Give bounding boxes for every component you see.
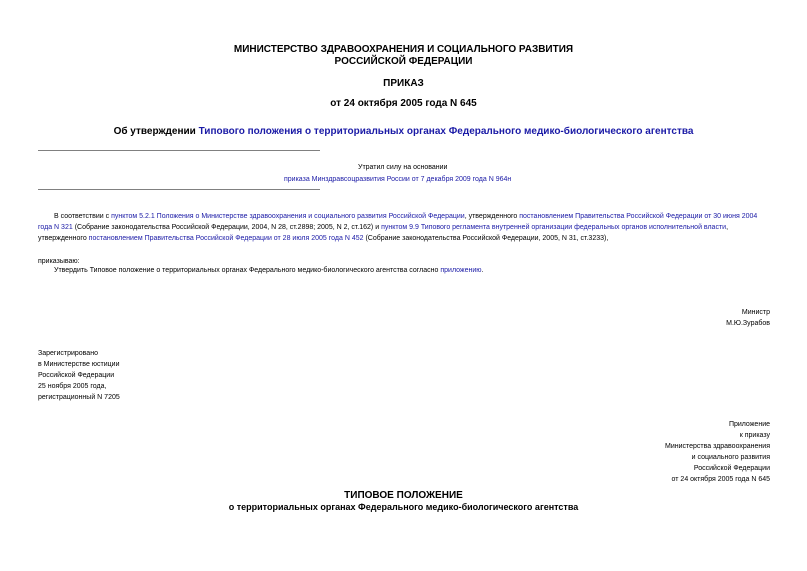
registration-line-2: в Министерстве юстиции: [38, 361, 120, 368]
link-clause-9-9[interactable]: пунктом 9.9 Типового регламента внутренней организации федеральных органов исполнительной власти: [381, 224, 727, 231]
p1-text-4: , утвержденного: [38, 224, 729, 242]
registration-line-3: Российской Федерации: [38, 372, 115, 379]
document-type: ПРИКАЗ: [383, 78, 424, 89]
link-resolution-321[interactable]: постановлением Правительства Российской Федерации от 30 июня 2004 года N 321: [38, 213, 758, 231]
order-word: приказываю:: [38, 258, 80, 265]
p2-text-1: Утвердить Типовое положение о территориальных органах Федерального медико-биологического агентства согласно: [54, 267, 441, 274]
registration-line-1: Зарегистрировано: [38, 350, 98, 357]
document-title: [0, 126, 807, 138]
section-subtitle: о территориальных органах Федерального медико-биологического агентства: [228, 502, 579, 512]
title-link[interactable]: Типового положения о территориальных органах Федерального медико-биологического агентства: [198, 126, 694, 137]
appendix-line-2: к приказу: [739, 432, 770, 439]
registration-line-4: 25 ноября 2005 года,: [38, 383, 107, 390]
p2-text-2: .: [481, 267, 484, 274]
link-appendix[interactable]: приложению: [440, 267, 482, 274]
preamble-paragraph: [38, 211, 770, 244]
appendix-line-3: Министерства здравоохранения: [665, 443, 770, 450]
p1-text-3: (Собрание законодательства Российской Федерации, 2004, N 28, ст.2898; 2005, N 2, ст.162) и: [72, 224, 382, 231]
ministry-name-line1: МИНИСТЕРСТВО ЗДРАВООХРАНЕНИЯ И СОЦИАЛЬНОГО РАЗВИТИЯ: [233, 44, 574, 55]
order-paragraph: [54, 265, 483, 276]
signature-name: М.Ю.Зурабов: [726, 320, 770, 327]
divider-bottom: [38, 189, 320, 190]
appendix-line-4: и социального развития: [691, 454, 770, 461]
title-prefix: Об утверждении: [113, 126, 199, 137]
p1-text-2: , утвержденного: [464, 213, 520, 220]
registration-line-5: регистрационный N 7205: [38, 394, 120, 401]
p1-text-5: (Собрание законодательства Российской Федерации, 2005, N 31, ст.3233),: [363, 235, 609, 242]
status-text: Утратил силу на основании: [358, 164, 448, 171]
ministry-name-line2: РОССИЙСКОЙ ФЕДЕРАЦИИ: [334, 56, 473, 67]
divider-top: [38, 150, 320, 151]
appendix-block: [665, 419, 770, 485]
status-link[interactable]: приказа Минздравсоцразвития России от 7 декабря 2009 года N 964н: [284, 176, 512, 183]
section-title: ТИПОВОЕ ПОЛОЖЕНИЕ: [344, 490, 463, 501]
appendix-line-6: от 24 октября 2005 года N 645: [671, 476, 770, 483]
link-resolution-452[interactable]: постановлением Правительства Российской Федерации от 28 июля 2005 года N 452: [88, 235, 364, 242]
registration-block: [38, 348, 120, 403]
appendix-line-1: Приложение: [728, 421, 770, 428]
document-date: от 24 октября 2005 года N 645: [330, 98, 477, 109]
link-clause-5-2-1[interactable]: пунктом 5.2.1 Положения о Министерстве здравоохранения и социального развития Российской Федерации: [111, 213, 465, 220]
signature-role: Министр: [741, 309, 770, 316]
p1-text-1: В соответствии с: [54, 213, 112, 220]
appendix-line-5: Российской Федерации: [693, 465, 770, 472]
